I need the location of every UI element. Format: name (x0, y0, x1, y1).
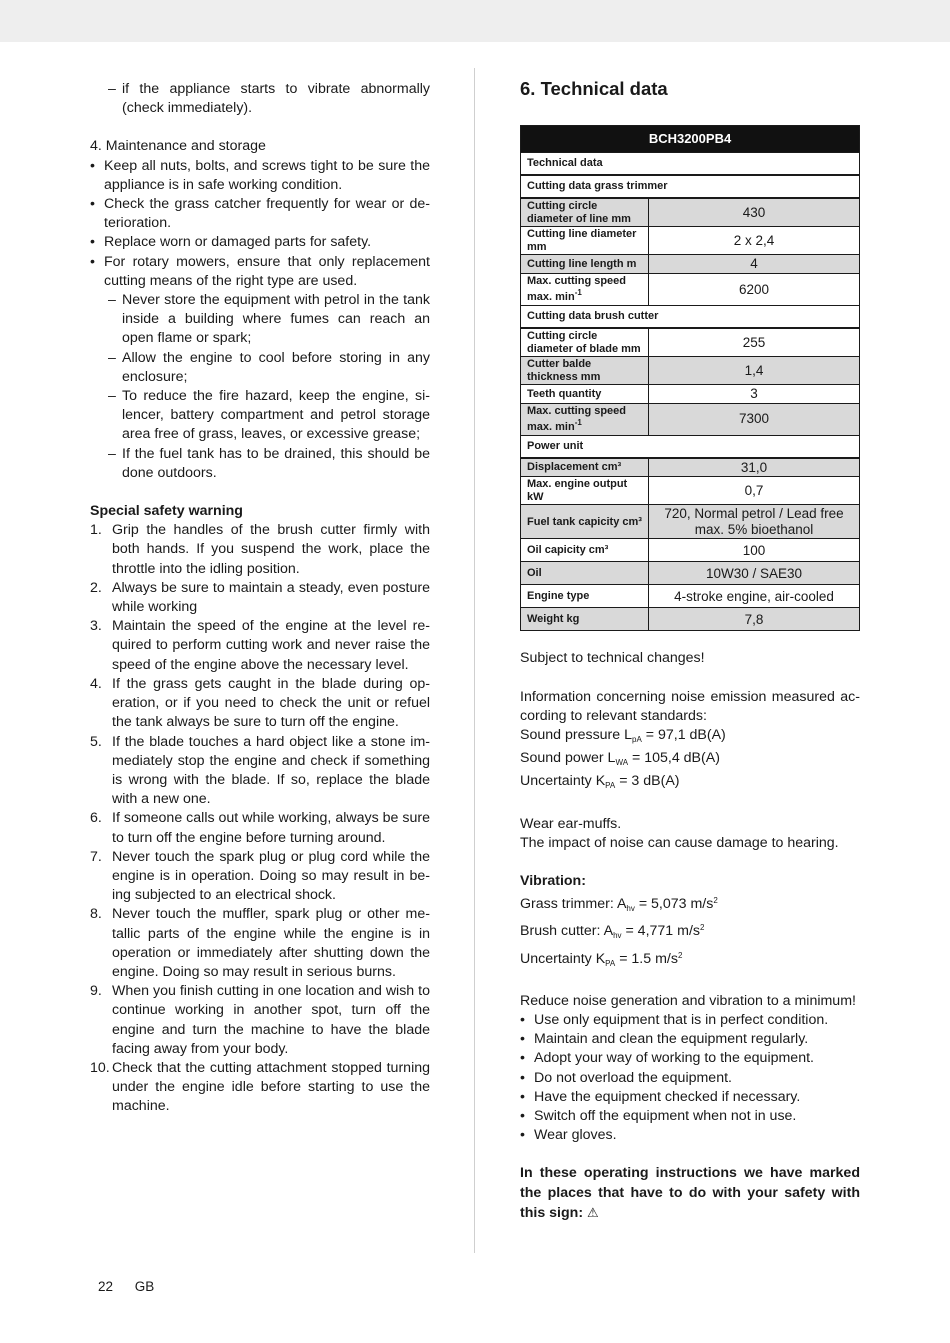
noise-intro: Information concerning noise emission measured according to relevant standards: (520, 688, 860, 724)
table-row: Fuel tank capicity cm³ 720, Normal petrol / Lead free max. 5% bioethanol (521, 505, 860, 539)
table-row: Cutter balde thickness mm 1,4 (521, 357, 860, 385)
special-safety-heading: Special safety warning (90, 503, 243, 520)
numbered-item: 3. Maintain the speed of the engine at the level required to perform cutting work and never raise the speed of the engine above the necessary level. (90, 618, 430, 673)
bullet-item: • Switch off the equipment when not in use. (520, 1107, 797, 1124)
page-footer (98, 1279, 172, 1294)
table-row: Engine type 4-stroke engine, air-cooled (521, 585, 860, 608)
dash-item: – if the appliance starts to vibrate abnormally (check immediately). (90, 80, 430, 118)
page-number: 22 (98, 1279, 114, 1294)
table-row: Max. cutting speed max. $\min^{-1}$ 6200 (521, 273, 860, 305)
technical-data-table (520, 125, 860, 631)
top-bar (0, 0, 950, 42)
numbered-item: 7. Never touch the spark plug or plug cord while the engine is in operation. Doing so may result in being subjected to an electrical shock. (90, 848, 430, 904)
bullet-item: • Check the grass catcher frequently for wear or deterioration. (90, 196, 430, 232)
maintenance-heading: 4. Maintenance and storage (90, 138, 266, 155)
reduce-intro: Reduce noise generation and vibration to a minimum! (520, 992, 856, 1009)
grass-vibration: Grass trimmer: $A_{hv} = 5,073$ $m/s^2$ (520, 896, 718, 914)
bullet-item: • Use only equipment that is in perfect condition. (520, 1011, 829, 1028)
table-row: Cutting circle diameter of line mm 430 (521, 198, 860, 227)
numbered-item: 8. Never touch the muffler, spark plug or other metallic parts of the engine while the engine is in operation or immediately after shutting down the engine. Doing so may result in serious burns. (90, 906, 430, 980)
numbered-item: 1. Grip the handles of the brush cutter firmly with both hands. If you suspend the work, place the throttle into the idling position. (90, 522, 430, 577)
table-row: Max. cutting speed max. $\min^{-1}$ 7300 (521, 403, 860, 435)
table-row: Cutting circle diameter of blade mm 255 (521, 328, 860, 357)
left-column (90, 80, 430, 1117)
vibration-heading: Vibration: (520, 872, 586, 889)
bullet-item: • Do not overload the equipment. (520, 1069, 732, 1086)
table-row: Oil capicity cm³ 100 (521, 539, 860, 562)
table-row: Teeth quantity 3 (521, 385, 860, 404)
vibration-uncertainty: Uncertainty $K_{PA} = 1.5$ $m/s^2$ (520, 950, 683, 968)
bullet-item: • For rotary mowers, ensure that only replacement cutting means of the right type are used. (90, 253, 430, 289)
table-row: Oil 10W30 / SAE30 (521, 562, 860, 585)
noise-uncertainty: Uncertainty $K_{PA} = 3$ dB(A) (520, 773, 680, 791)
numbered-item: 4. If the grass gets caught in the blade during operation, or if you need to check the unit or refuel the tank always be sure to turn off the engine. (90, 675, 430, 731)
bullet-item: • Adopt your way of working to the equipment. (520, 1050, 814, 1067)
bullet-item: • Wear gloves. (520, 1127, 617, 1144)
numbered-item: 5. If the blade touches a hard object like a stone immediately stop the engine and check if something is wrong with the blade. If so, replace the blade with a new one. (90, 733, 430, 808)
table-row: Max. engine output kW 0,7 (521, 477, 860, 505)
ear-muffs-note: Wear ear-muffs. (520, 815, 622, 832)
right-column (520, 78, 860, 1223)
bullet-item: • Have the equipment checked if necessary. (520, 1088, 801, 1105)
column-divider (474, 68, 475, 1253)
warning-triangle-icon: ⚠ (587, 1204, 599, 1220)
safety-sign-note: In these operating instructions we have marked the places that have to do with your safety with this sign: ⚠ (520, 1165, 860, 1221)
table-section: Cutting data brush cutter (521, 305, 860, 328)
dash-item: – Never store the equipment with petrol in the tank inside a building where fumes can reach an open flame or spark; (108, 292, 430, 347)
language-code: GB (134, 1279, 155, 1294)
brush-vibration: Brush cutter: $A_{hv} = 4,771$ $m/s^2$ (520, 923, 705, 941)
numbered-item: 9. When you finish cutting in one location and wish to continue working in another spot, turn off the engine and turn the machine to have the blade facing away from your body. (90, 983, 430, 1057)
table-row: Displacement cm³ 31,0 (521, 458, 860, 477)
sound-pressure: Sound pressure $L_{pA} = 97,1$ dB(A) (520, 726, 726, 744)
sound-power: Sound power $L_{WA} = 105,4$ dB(A) (520, 750, 720, 768)
section-title: 6. Technical data (520, 78, 668, 99)
table-section: Cutting data grass trimmer (521, 175, 860, 198)
numbered-item: 6. If someone calls out while working, always be sure to turn off the engine before turning around. (90, 810, 430, 846)
table-section: Technical data (521, 153, 860, 176)
hearing-note: The impact of noise can cause damage to hearing. (520, 834, 839, 851)
bullet-item: • Replace worn or damaged parts for safety. (90, 234, 372, 251)
table-row: Cutting line length m 4 (521, 255, 860, 274)
bullet-item: • Maintain and clean the equipment regularly. (520, 1031, 809, 1048)
numbered-item: 10. Check that the cutting attachment stopped turning under the engine idle before starting to use the machine. (90, 1059, 430, 1115)
dash-item: – To reduce the fire hazard, keep the engine, silencer, battery compartment and petrol storage area free of grass, leaves, or excessive grease; (108, 388, 430, 443)
dash-item: – Allow the engine to cool before storing in any enclosure; (108, 349, 430, 385)
numbered-item: 2. Always be sure to maintain a steady, even posture while working (90, 579, 430, 616)
dash-text: if the appliance starts to vibrate abnormally (check immediately). (122, 81, 430, 117)
table-row: Cutting line diameter mm 2 x 2,4 (521, 227, 860, 255)
table-row: Weight kg 7,8 (521, 608, 860, 631)
model-header: BCH3200PB4 (521, 126, 860, 153)
dash-item: – If the fuel tank has to be drained, this should be done outdoors. (108, 445, 430, 481)
table-section: Power unit (521, 435, 860, 458)
bullet-item: • Keep all nuts, bolts, and screws tight to be sure the appliance is in safe working condition. (90, 157, 430, 193)
technical-changes-note: Subject to technical changes! (520, 650, 705, 667)
